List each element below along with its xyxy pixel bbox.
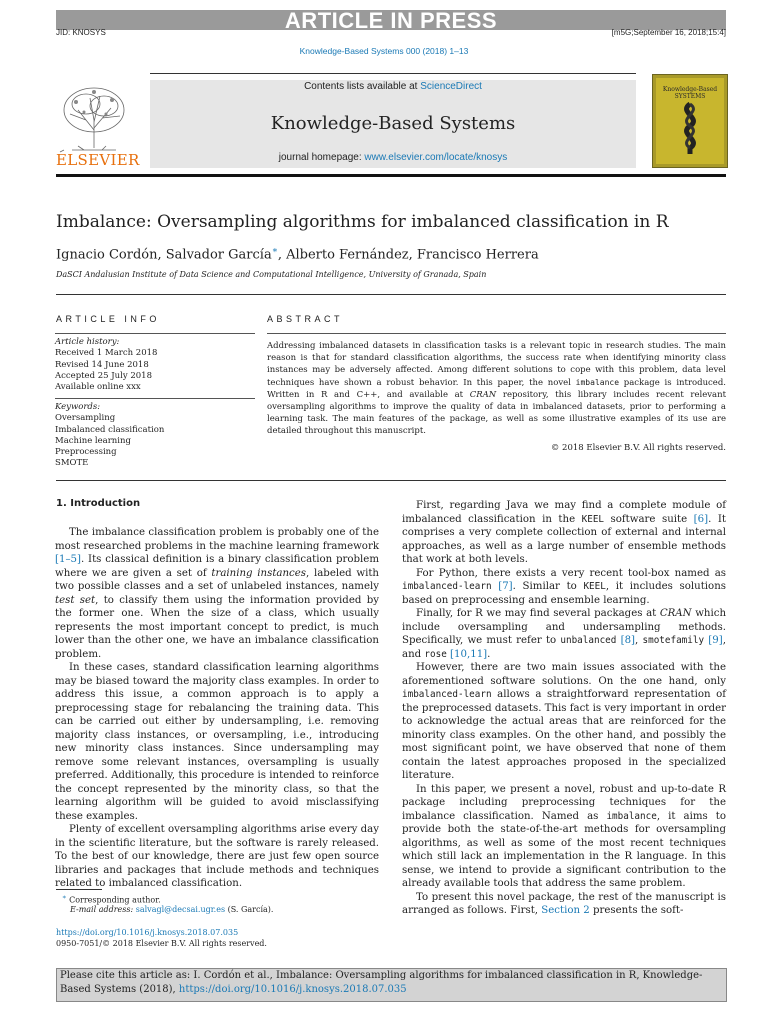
footnote-email: [70, 905, 273, 914]
journal-name: Knowledge-Based Systems: [270, 113, 516, 134]
cover-image: [674, 102, 706, 156]
keyword-item: SMOTE: [55, 458, 89, 469]
italic-term: training instances: [211, 567, 307, 579]
abstract-bottom-rule: [56, 480, 726, 481]
text-run: First, regarding Java we may find a complete module of imbalanced classification in the: [402, 500, 726, 525]
abstract-part: repository, this library includes recent relevant oversampling algorithms to improve the quality of data in imbalanced datasets, prior to performing a learning task. The main features of the package, as well as some illustrative examples of its use are detailed throughout this manuscript.: [267, 389, 726, 437]
keyword-item: Imbalanced classification: [55, 424, 165, 435]
elsevier-wordmark: ELSEVIER: [56, 151, 140, 169]
cover-title: Knowledge-Based SYSTEMS: [662, 86, 718, 100]
homepage-line: [150, 152, 636, 163]
paragraph: [55, 526, 379, 661]
paragraph: Plenty of excellent oversampling algorithms arise every day in the scientific literature, but the software is rarely released. To the best of our knowledge, there are just few open source libraries and packages that include methods and techniques related to imbalanced classification.: [55, 824, 379, 889]
paragraph: [402, 783, 726, 891]
text-run: To present this novel package, the rest of the manuscript is arranged as follows. First,: [402, 891, 726, 916]
citation-box: [56, 968, 727, 1002]
email-link[interactable]: salvagl@decsai.ugr.es: [135, 905, 226, 914]
journal-cover: [652, 74, 728, 168]
footnote-text: Corresponding author.: [69, 895, 161, 905]
journal-reference[interactable]: Knowledge-Based Systems 000 (2018) 1–13: [299, 46, 469, 56]
citation-link[interactable]: [10,11]: [450, 648, 488, 660]
code-term: KEEL: [581, 513, 605, 525]
paragraph: [402, 891, 726, 918]
history-item: Accepted 25 July 2018: [55, 370, 152, 381]
corresponding-author-mark[interactable]: ∗: [271, 246, 278, 256]
keyword-item: Machine learning: [55, 435, 131, 446]
text-run: which include oversampling and undersampling methods. Specifically, we must refer to: [402, 608, 727, 646]
abstract-heading: ABSTRACT: [267, 314, 344, 324]
history-item: Revised 14 June 2018: [55, 359, 149, 370]
code-term: unbalanced: [560, 635, 617, 646]
history-item: Available online xxx: [55, 382, 141, 393]
title-rule: [56, 294, 726, 295]
header-thick-rule: [56, 174, 726, 177]
code-term: imbalanced-learn: [402, 689, 492, 700]
text-run: In this paper, we present a novel, robust and up-to-date R package including preprocessing techniques for the imbalance classification. Named as: [402, 783, 726, 822]
keywords-list: [55, 402, 164, 470]
contents-prefix: Contents lists available at: [304, 81, 421, 92]
paragraph: Finally, for R we may find several packages at CRAN which include oversampling and undersampling methods. Specifically, we must refer to unbalanced [8], smotefamily [9], and rose [10,11].: [402, 608, 727, 660]
footnote-corresponding: [62, 893, 161, 905]
header-rule: [150, 73, 636, 74]
info-rule: [55, 333, 255, 334]
paragraph: [402, 567, 726, 608]
text-run: software suite: [604, 513, 694, 525]
cover-panel: [656, 78, 724, 164]
text-run: , and: [402, 635, 726, 660]
copyright-line: © 2018 Elsevier B.V. All rights reserved.: [550, 443, 726, 453]
text-run: , labeled with two possible classes and a set of unlabeled instances, namely: [55, 567, 379, 592]
citation-link[interactable]: [8]: [620, 635, 636, 646]
affiliation: DaSCI Andalusian Institute of Data Science and Computational Intelligence, University of Granada, Spain: [56, 270, 487, 279]
homepage-prefix: journal homepage:: [278, 152, 365, 163]
contents-line: [150, 81, 636, 92]
text-run: . Similar to: [512, 581, 584, 592]
email-label: E-mail address:: [70, 905, 134, 914]
text-run: , it aims to provide both the state-of-the-art methods for oversampling algorithms, as well as some of the most recent techniques which still lack an implementation in the R language. In this sense, we intend to provide a significant contribution to the already available tools that address the same problem.: [402, 810, 726, 889]
history-label: Article history:: [55, 337, 120, 347]
text-run: . Its classical definition is a binary classification problem where we are given a set of: [55, 554, 379, 579]
footnote-rule: [56, 889, 102, 890]
author-list: [56, 246, 539, 262]
paragraph: [402, 661, 726, 783]
abstract-cran: CRAN: [469, 389, 497, 400]
text-run: , to classify them using the information provided by the former one. When the size of a class, which usually represents the most important concept to predict, is much lower than the other one, we have an imbalance classification problem.: [55, 594, 379, 660]
article-history: [55, 337, 157, 393]
citation-link[interactable]: [7]: [498, 581, 513, 592]
footnote-mark: ∗: [62, 893, 67, 901]
citation-text: Please cite this article as: I. Cordón et al., Imbalance: Oversampling algorithms for imbalanced classification in R, Knowledge-Based Systems (2018),: [60, 970, 703, 995]
abstract-rule: [267, 333, 726, 334]
abstract-code: imbalance: [575, 377, 620, 387]
issn-line: 0950-7051/© 2018 Elsevier B.V. All rights reserved.: [56, 939, 267, 948]
article-in-press-banner: ARTICLE IN PRESS: [56, 10, 726, 30]
citation-doi-link[interactable]: https://doi.org/10.1016/j.knosys.2018.07.035: [178, 984, 407, 995]
article-info-heading: ARTICLE INFO: [56, 314, 160, 324]
doi-link[interactable]: https://doi.org/10.1016/j.knosys.2018.07.035: [56, 928, 239, 937]
text-run: allows a straightforward representation of the preprocessed datasets. This fact is very important in order to acknowledge the actual areas that are reinforced for the minority class examples. On the other hand, and possibly the most significant point, we have observed that none of them contain the latest approaches proposed in the specialized literature.: [402, 689, 726, 781]
code-term: imbalance: [606, 810, 657, 822]
code-term: KEEL: [583, 581, 606, 592]
text-run: For Python, there exists a very recent tool-box named as: [416, 567, 726, 579]
italic-term: test set: [55, 594, 96, 606]
authors-first: Ignacio Cordón, Salvador García: [56, 247, 272, 263]
keyword-item: Oversampling: [55, 413, 116, 424]
text-run: Finally, for R we may find several packages at: [416, 608, 660, 619]
section-link[interactable]: Section 2: [541, 905, 590, 916]
keywords-label: Keywords:: [55, 402, 101, 412]
paragraph: In these cases, standard classification learning algorithms may be biased toward the majority class examples. In order to address this issue, a common approach is to apply a preprocessing stage for rebalancing the training data. This can be carried out either by undersampling, i.e. removing majority class instances, or oversampling, i.e., introducing new minority class instances. Since undersampling may remove some relevant instances, oversampling is usually preferred. Additionally, this procedure is intended to reinforce the concept represented by the minority class, so that the learning algorithm will be guided to avoid misclassifying these examples.: [55, 662, 379, 822]
article-title: Imbalance: Oversampling algorithms for imbalanced classification in R: [56, 212, 669, 232]
code-term: imbalanced-learn: [402, 581, 492, 592]
right-column: [402, 499, 726, 918]
keyword-item: Preprocessing: [55, 447, 117, 458]
abstract-part: Addressing imbalanced datasets in classification tasks is a relevant topic in research studies. The main reason is that for standard classification algorithms, the success rate when identifying minority class instances may be adversely affected. Among different solutions to cope with this problem, data level techniques have shown a robust behavior. In this paper, the novel: [267, 341, 726, 388]
sciencedirect-link[interactable]: ScienceDirect: [420, 81, 482, 92]
left-column: [55, 526, 379, 891]
abstract-text: [267, 340, 726, 438]
text-run: , it includes solutions based on preprocessing and ensemble learning.: [402, 581, 726, 606]
code-term: rose: [424, 648, 447, 660]
paragraph: [402, 499, 726, 567]
text-run: The imbalance classification problem is probably one of the most researched problems in the machine learning framework: [55, 527, 379, 552]
text-run: However, there are two main issues associated with the aforementioned software solutions. On the one hand, only: [402, 662, 726, 687]
homepage-link[interactable]: www.elsevier.com/locate/knosys: [364, 152, 508, 163]
section-heading-introduction: 1. Introduction: [56, 498, 141, 509]
citation-link[interactable]: [6]: [693, 513, 709, 525]
authors-rest: , Alberto Fernández, Francisco Herrera: [277, 247, 539, 263]
text-run: presents the soft-: [589, 905, 684, 916]
text-run: .: [487, 648, 491, 660]
email-suffix: (S. García).: [225, 905, 274, 914]
keywords-rule: [55, 398, 255, 399]
text-run: . It comprises a very complete collection of external and internal approaches, as well as a large number of ensemble methods that work at both levels.: [402, 513, 726, 565]
abstract-part: package is introduced. Written in R and C++, and available at: [267, 377, 726, 400]
history-item: Received 1 March 2018: [55, 348, 158, 359]
jid-label: JID: KNOSYS: [56, 28, 106, 37]
code-term: smotefamily: [642, 635, 705, 646]
citation-link[interactable]: [9]: [708, 635, 723, 646]
citation-link[interactable]: [1–5]: [55, 554, 82, 565]
version-stamp: [m5G;September 16, 2018;15:4]: [611, 28, 726, 37]
italic-term: CRAN: [659, 608, 692, 619]
